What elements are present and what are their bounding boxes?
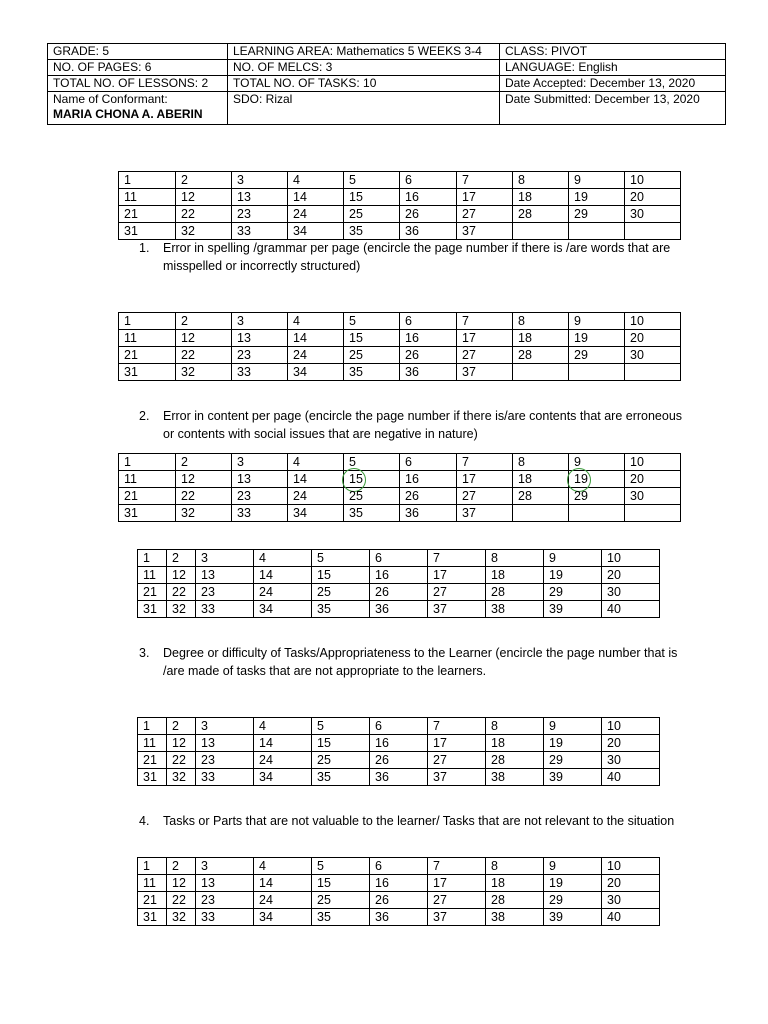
page-number-cell: 36 bbox=[400, 364, 457, 381]
page-number-cell: 15 bbox=[312, 875, 370, 892]
page-number-cell: 34 bbox=[288, 505, 344, 522]
page-number-cell: 35 bbox=[344, 364, 400, 381]
page-number-cell: 16 bbox=[370, 735, 428, 752]
grid-row bbox=[119, 454, 681, 471]
page-number-cell: 12 bbox=[167, 735, 196, 752]
page-number-cell: 30 bbox=[602, 752, 660, 769]
page-number-cell: 37 bbox=[457, 364, 513, 381]
page-number-cell: 12 bbox=[176, 330, 232, 347]
page-number-cell: 18 bbox=[513, 330, 569, 347]
page-number-cell: 36 bbox=[370, 601, 428, 618]
page-number-cell: 20 bbox=[602, 735, 660, 752]
grid-row bbox=[138, 909, 660, 926]
page-number-cell bbox=[625, 364, 681, 381]
grid-row bbox=[119, 364, 681, 381]
page-number-cell: 1 bbox=[138, 718, 167, 735]
page-number-cell: 23 bbox=[232, 206, 288, 223]
page-number-cell: 30 bbox=[602, 892, 660, 909]
page-number-cell: 6 bbox=[370, 858, 428, 875]
page-number-cell: 14 bbox=[288, 189, 344, 206]
page-number-cell: 31 bbox=[138, 601, 167, 618]
grid-row bbox=[119, 505, 681, 522]
page-number-cell: 12 bbox=[176, 189, 232, 206]
page-number-cell: 33 bbox=[232, 223, 288, 240]
page-number-cell: 3 bbox=[232, 172, 288, 189]
page-number-cell: 4 bbox=[254, 550, 312, 567]
grid-row bbox=[138, 567, 660, 584]
page-number-cell: 22 bbox=[167, 892, 196, 909]
page-number-cell: 37 bbox=[457, 223, 513, 240]
page-number-cell: 17 bbox=[457, 471, 513, 488]
page-number-cell: 10 bbox=[602, 550, 660, 567]
page-number-cell: 23 bbox=[196, 892, 254, 909]
page-number-cell: 27 bbox=[457, 347, 513, 364]
page-number-cell bbox=[569, 223, 625, 240]
page-number-cell: 36 bbox=[370, 909, 428, 926]
page-number-cell: 28 bbox=[486, 892, 544, 909]
criterion-4-number: 4. bbox=[139, 814, 150, 828]
page-number-cell: 6 bbox=[370, 550, 428, 567]
page-number-cell: 17 bbox=[457, 189, 513, 206]
page-number-cell: 28 bbox=[513, 488, 569, 505]
grid-row bbox=[138, 550, 660, 567]
page-number-cell bbox=[625, 505, 681, 522]
page-number-cell: 37 bbox=[428, 909, 486, 926]
page-number-cell bbox=[513, 223, 569, 240]
page-number-cell: 25 bbox=[312, 584, 370, 601]
page-number-cell: 13 bbox=[196, 875, 254, 892]
page-number-cell: 5 bbox=[312, 550, 370, 567]
page-number-cell: 31 bbox=[119, 364, 176, 381]
page-number-cell: 37 bbox=[428, 601, 486, 618]
page-number-cell: 19 bbox=[569, 189, 625, 206]
criterion-1-text: Error in spelling /grammar per page (encircle the page number if there is /are words that are misspelled or incorrectly structured) bbox=[163, 241, 671, 273]
page-number-cell: 5 bbox=[344, 454, 400, 471]
page-grid-2 bbox=[118, 312, 681, 381]
page-number-cell: 33 bbox=[232, 364, 288, 381]
page-number-cell: 3 bbox=[196, 858, 254, 875]
page-number-cell: 4 bbox=[254, 718, 312, 735]
grid-row bbox=[119, 313, 681, 330]
page-number-cell: 15 bbox=[312, 567, 370, 584]
page-number-cell: 39 bbox=[544, 909, 602, 926]
page-number-cell: 25 bbox=[312, 892, 370, 909]
page-number-cell: 6 bbox=[400, 172, 457, 189]
page-number-cell: 18 bbox=[486, 735, 544, 752]
page-number-cell: 13 bbox=[232, 189, 288, 206]
page-number-cell: 2 bbox=[176, 454, 232, 471]
page-number-cell: 34 bbox=[254, 601, 312, 618]
page-number-cell: 6 bbox=[370, 718, 428, 735]
page-number-cell: 33 bbox=[196, 909, 254, 926]
page-number-cell: 14 bbox=[288, 330, 344, 347]
page-number-cell: 28 bbox=[486, 584, 544, 601]
page-number-cell: 10 bbox=[602, 858, 660, 875]
page-number-cell: 18 bbox=[513, 471, 569, 488]
page-number-cell: 17 bbox=[428, 567, 486, 584]
grid-row bbox=[138, 858, 660, 875]
page-number-cell: 38 bbox=[486, 909, 544, 926]
grid-row bbox=[119, 223, 681, 240]
page-number-cell: 33 bbox=[196, 601, 254, 618]
page-number-cell: 2 bbox=[167, 550, 196, 567]
conformant-name: MARIA CHONA A. ABERIN bbox=[53, 107, 203, 121]
page-number-cell bbox=[513, 364, 569, 381]
page-number-cell: 21 bbox=[138, 752, 167, 769]
page-number-cell: 5 bbox=[312, 718, 370, 735]
page-number-cell: 5 bbox=[344, 313, 400, 330]
page-number-cell: 19 bbox=[544, 567, 602, 584]
page-number-cell: 9 bbox=[569, 313, 625, 330]
page-number-cell: 16 bbox=[370, 875, 428, 892]
page-number-cell: 12 bbox=[167, 567, 196, 584]
criterion-3 bbox=[139, 644, 699, 680]
page-number-cell: 17 bbox=[428, 875, 486, 892]
circled-page-number: 15 bbox=[349, 472, 363, 486]
page-number-cell: 11 bbox=[119, 330, 176, 347]
page-number-cell: 17 bbox=[457, 330, 513, 347]
page-number-cell: 13 bbox=[232, 330, 288, 347]
page-number-cell: 7 bbox=[428, 718, 486, 735]
page-number-cell: 25 bbox=[344, 206, 400, 223]
page-number-cell: 24 bbox=[288, 206, 344, 223]
page-number-cell bbox=[569, 505, 625, 522]
page-number-cell: 34 bbox=[288, 364, 344, 381]
page-number-cell: 24 bbox=[254, 892, 312, 909]
page-grid-3 bbox=[118, 453, 681, 522]
page-number-cell: 20 bbox=[602, 567, 660, 584]
page-number-cell: 9 bbox=[569, 172, 625, 189]
page-number-cell: 21 bbox=[138, 892, 167, 909]
page-number-cell: 23 bbox=[232, 488, 288, 505]
learning-area-cell: LEARNING AREA: Mathematics 5 WEEKS 3-4 bbox=[228, 44, 500, 60]
page-number-cell: 34 bbox=[254, 909, 312, 926]
grid-row bbox=[119, 488, 681, 505]
page-number-cell: 35 bbox=[312, 601, 370, 618]
conformant-label: Name of Conformant: bbox=[53, 92, 168, 106]
page-number-cell: 33 bbox=[196, 769, 254, 786]
grid-row bbox=[138, 735, 660, 752]
page-number-cell: 14 bbox=[254, 567, 312, 584]
page-number-cell: 16 bbox=[400, 471, 457, 488]
page-number-cell: 14 bbox=[254, 735, 312, 752]
page-number-cell: 36 bbox=[370, 769, 428, 786]
page-number-cell: 17 bbox=[428, 735, 486, 752]
grid-row bbox=[119, 347, 681, 364]
page-number-cell: 14 bbox=[288, 471, 344, 488]
grid-row bbox=[119, 206, 681, 223]
page-number-cell: 20 bbox=[625, 330, 681, 347]
melcs-cell: NO. OF MELCS: 3 bbox=[228, 60, 500, 76]
page-number-cell: 24 bbox=[288, 347, 344, 364]
criterion-4-text: Tasks or Parts that are not valuable to the learner/ Tasks that are not relevant to the situation bbox=[163, 814, 675, 828]
page-number-cell: 10 bbox=[625, 313, 681, 330]
grid-row bbox=[138, 752, 660, 769]
page-number-cell: 27 bbox=[457, 206, 513, 223]
tasks-cell: TOTAL NO. OF TASKS: 10 bbox=[228, 76, 500, 92]
page-number-cell: 4 bbox=[288, 454, 344, 471]
page-number-cell: 30 bbox=[625, 488, 681, 505]
page-number-cell: 29 bbox=[544, 752, 602, 769]
page-number-cell: 28 bbox=[486, 752, 544, 769]
page-number-cell: 16 bbox=[370, 567, 428, 584]
page-number-cell: 1 bbox=[138, 550, 167, 567]
page-number-cell: 15 bbox=[344, 189, 400, 206]
page-number-cell: 30 bbox=[625, 347, 681, 364]
page-number-cell: 3 bbox=[196, 718, 254, 735]
pages-cell: NO. OF PAGES: 6 bbox=[48, 60, 228, 76]
page-grid-5 bbox=[137, 717, 660, 786]
page-number-cell: 35 bbox=[344, 223, 400, 240]
page-number-cell: 35 bbox=[344, 505, 400, 522]
page-number-cell: 26 bbox=[400, 488, 457, 505]
page-number-cell: 27 bbox=[428, 584, 486, 601]
page-number-cell bbox=[513, 505, 569, 522]
page-number-cell: 16 bbox=[400, 330, 457, 347]
page-number-cell: 38 bbox=[486, 601, 544, 618]
page-number-cell: 10 bbox=[602, 718, 660, 735]
page-number-cell: 15 bbox=[312, 735, 370, 752]
lessons-cell: TOTAL NO. OF LESSONS: 2 bbox=[48, 76, 228, 92]
grid-row bbox=[138, 769, 660, 786]
page-number-cell: 28 bbox=[513, 347, 569, 364]
page-number-cell: 6 bbox=[400, 313, 457, 330]
grid-row bbox=[119, 471, 681, 488]
date-submitted-cell: Date Submitted: December 13, 2020 bbox=[500, 92, 726, 125]
page-number-cell: 8 bbox=[513, 454, 569, 471]
page-number-cell: 34 bbox=[254, 769, 312, 786]
page-number-cell: 14 bbox=[254, 875, 312, 892]
page-number-cell: 23 bbox=[196, 584, 254, 601]
page-number-cell: 23 bbox=[196, 752, 254, 769]
page-number-cell: 19 bbox=[544, 875, 602, 892]
page-number-cell: 31 bbox=[138, 769, 167, 786]
page-number-cell: 31 bbox=[119, 505, 176, 522]
page-number-cell: 7 bbox=[457, 454, 513, 471]
page-grid-4 bbox=[137, 549, 660, 618]
page-number-cell: 32 bbox=[167, 909, 196, 926]
page-grid-6 bbox=[137, 857, 660, 926]
page-number-cell: 13 bbox=[196, 735, 254, 752]
page-number-cell: 26 bbox=[370, 752, 428, 769]
page-number-cell: 26 bbox=[370, 892, 428, 909]
page-number-cell: 1 bbox=[119, 313, 176, 330]
page-number-cell: 21 bbox=[119, 347, 176, 364]
page-number-cell: 18 bbox=[486, 567, 544, 584]
page-number-cell: 12 bbox=[176, 471, 232, 488]
page-number-cell: 32 bbox=[176, 505, 232, 522]
page-number-cell: 2 bbox=[176, 172, 232, 189]
page-number-cell bbox=[569, 471, 625, 488]
page-number-cell: 5 bbox=[312, 858, 370, 875]
page-number-cell bbox=[569, 364, 625, 381]
page-number-cell: 11 bbox=[138, 735, 167, 752]
page-number-cell: 5 bbox=[344, 172, 400, 189]
page-number-cell: 9 bbox=[544, 550, 602, 567]
page-number-cell: 40 bbox=[602, 769, 660, 786]
page-number-cell: 9 bbox=[569, 454, 625, 471]
page-number-cell: 11 bbox=[138, 875, 167, 892]
page-number-cell: 7 bbox=[457, 172, 513, 189]
page-number-cell: 8 bbox=[486, 858, 544, 875]
date-accepted-cell: Date Accepted: December 13, 2020 bbox=[500, 76, 726, 92]
page-number-cell: 36 bbox=[400, 505, 457, 522]
grade-cell: GRADE: 5 bbox=[48, 44, 228, 60]
header-info-table bbox=[47, 43, 726, 125]
page-number-cell: 26 bbox=[400, 206, 457, 223]
page-number-cell: 35 bbox=[312, 769, 370, 786]
page-number-cell: 30 bbox=[625, 206, 681, 223]
page-number-cell: 25 bbox=[312, 752, 370, 769]
page-number-cell: 2 bbox=[167, 858, 196, 875]
page-number-cell: 3 bbox=[232, 313, 288, 330]
grid-row bbox=[138, 892, 660, 909]
page-number-cell: 6 bbox=[400, 454, 457, 471]
page-number-cell: 31 bbox=[138, 909, 167, 926]
page-number-cell: 18 bbox=[486, 875, 544, 892]
page-number-cell: 20 bbox=[602, 875, 660, 892]
page-number-cell: 35 bbox=[312, 909, 370, 926]
page-number-cell: 13 bbox=[232, 471, 288, 488]
page-number-cell: 7 bbox=[457, 313, 513, 330]
page-number-cell: 38 bbox=[486, 769, 544, 786]
grid-row bbox=[138, 601, 660, 618]
page-number-cell: 4 bbox=[288, 172, 344, 189]
criterion-2-number: 2. bbox=[139, 409, 150, 423]
page-number-cell: 25 bbox=[344, 347, 400, 364]
criterion-2 bbox=[139, 407, 699, 443]
page-number-cell: 7 bbox=[428, 550, 486, 567]
page-number-cell: 4 bbox=[254, 858, 312, 875]
page-number-cell: 40 bbox=[602, 601, 660, 618]
page-number-cell: 29 bbox=[544, 892, 602, 909]
page-number-cell: 29 bbox=[569, 488, 625, 505]
page-number-cell: 9 bbox=[544, 718, 602, 735]
page-number-cell: 2 bbox=[176, 313, 232, 330]
page-number-cell: 10 bbox=[625, 454, 681, 471]
page-number-cell: 8 bbox=[513, 172, 569, 189]
page-number-cell: 37 bbox=[457, 505, 513, 522]
page-number-cell: 21 bbox=[119, 206, 176, 223]
page-number-cell: 27 bbox=[428, 752, 486, 769]
page-number-cell: 21 bbox=[119, 488, 176, 505]
page-number-cell: 3 bbox=[232, 454, 288, 471]
page-number-cell: 24 bbox=[254, 584, 312, 601]
page-number-cell: 20 bbox=[625, 471, 681, 488]
criterion-1 bbox=[139, 239, 699, 275]
page-number-cell: 10 bbox=[625, 172, 681, 189]
page-number-cell: 25 bbox=[344, 488, 400, 505]
page-number-cell: 18 bbox=[513, 189, 569, 206]
page-number-cell: 29 bbox=[569, 347, 625, 364]
criterion-1-number: 1. bbox=[139, 241, 150, 255]
page-number-cell bbox=[344, 471, 400, 488]
page-number-cell: 4 bbox=[288, 313, 344, 330]
page-number-cell: 16 bbox=[400, 189, 457, 206]
page-number-cell: 3 bbox=[196, 550, 254, 567]
criterion-4 bbox=[139, 812, 699, 848]
page-number-cell: 22 bbox=[176, 206, 232, 223]
criterion-2-text: Error in content per page (encircle the page number if there is/are contents that are erroneous or contents with social issues that are negative in nature) bbox=[163, 409, 683, 441]
page-number-cell: 24 bbox=[288, 488, 344, 505]
page-number-cell: 7 bbox=[428, 858, 486, 875]
page-number-cell: 11 bbox=[119, 189, 176, 206]
page-number-cell bbox=[625, 223, 681, 240]
page-number-cell: 8 bbox=[486, 718, 544, 735]
page-number-cell: 20 bbox=[625, 189, 681, 206]
circled-page-number: 19 bbox=[574, 472, 588, 486]
page-number-cell: 22 bbox=[167, 584, 196, 601]
page-number-cell: 39 bbox=[544, 769, 602, 786]
page-number-cell: 1 bbox=[119, 454, 176, 471]
page-number-cell: 34 bbox=[288, 223, 344, 240]
page-number-cell: 29 bbox=[569, 206, 625, 223]
page-number-cell: 22 bbox=[167, 752, 196, 769]
grid-row bbox=[119, 189, 681, 206]
page-number-cell: 32 bbox=[167, 601, 196, 618]
page-number-cell: 28 bbox=[513, 206, 569, 223]
grid-row bbox=[119, 172, 681, 189]
sdo-cell: SDO: Rizal bbox=[228, 92, 500, 125]
class-cell: CLASS: PIVOT bbox=[500, 44, 726, 60]
page-number-cell: 11 bbox=[119, 471, 176, 488]
page-number-cell: 32 bbox=[167, 769, 196, 786]
page-number-cell: 33 bbox=[232, 505, 288, 522]
page-number-cell: 26 bbox=[370, 584, 428, 601]
page-number-cell: 36 bbox=[400, 223, 457, 240]
page-number-cell: 31 bbox=[119, 223, 176, 240]
page-number-cell: 9 bbox=[544, 858, 602, 875]
page-number-cell: 19 bbox=[569, 330, 625, 347]
page-number-cell: 1 bbox=[138, 858, 167, 875]
language-cell: LANGUAGE: English bbox=[500, 60, 726, 76]
grid-row bbox=[119, 330, 681, 347]
page-number-cell: 19 bbox=[544, 735, 602, 752]
page-grid-1 bbox=[118, 171, 681, 240]
conformant-cell bbox=[48, 92, 228, 125]
page-number-cell: 32 bbox=[176, 364, 232, 381]
page-number-cell: 32 bbox=[176, 223, 232, 240]
page-number-cell: 2 bbox=[167, 718, 196, 735]
page-number-cell: 8 bbox=[486, 550, 544, 567]
page-number-cell: 29 bbox=[544, 584, 602, 601]
page-number-cell: 22 bbox=[176, 488, 232, 505]
page-number-cell: 12 bbox=[167, 875, 196, 892]
page-number-cell: 24 bbox=[254, 752, 312, 769]
grid-row bbox=[138, 875, 660, 892]
page-number-cell: 11 bbox=[138, 567, 167, 584]
page-number-cell: 39 bbox=[544, 601, 602, 618]
grid-row bbox=[138, 584, 660, 601]
page-number-cell: 37 bbox=[428, 769, 486, 786]
grid-row bbox=[138, 718, 660, 735]
page-number-cell: 40 bbox=[602, 909, 660, 926]
page-number-cell: 21 bbox=[138, 584, 167, 601]
page-number-cell: 1 bbox=[119, 172, 176, 189]
page-number-cell: 13 bbox=[196, 567, 254, 584]
criterion-3-number: 3. bbox=[139, 646, 150, 660]
page-number-cell: 27 bbox=[457, 488, 513, 505]
page-number-cell: 15 bbox=[344, 330, 400, 347]
page-number-cell: 26 bbox=[400, 347, 457, 364]
page-number-cell: 23 bbox=[232, 347, 288, 364]
page-number-cell: 30 bbox=[602, 584, 660, 601]
criterion-3-text: Degree or difficulty of Tasks/Appropriateness to the Learner (encircle the page number that is /are made of tasks that are not appropriate to the learners. bbox=[163, 646, 678, 678]
page-number-cell: 22 bbox=[176, 347, 232, 364]
page-number-cell: 27 bbox=[428, 892, 486, 909]
page-number-cell: 8 bbox=[513, 313, 569, 330]
